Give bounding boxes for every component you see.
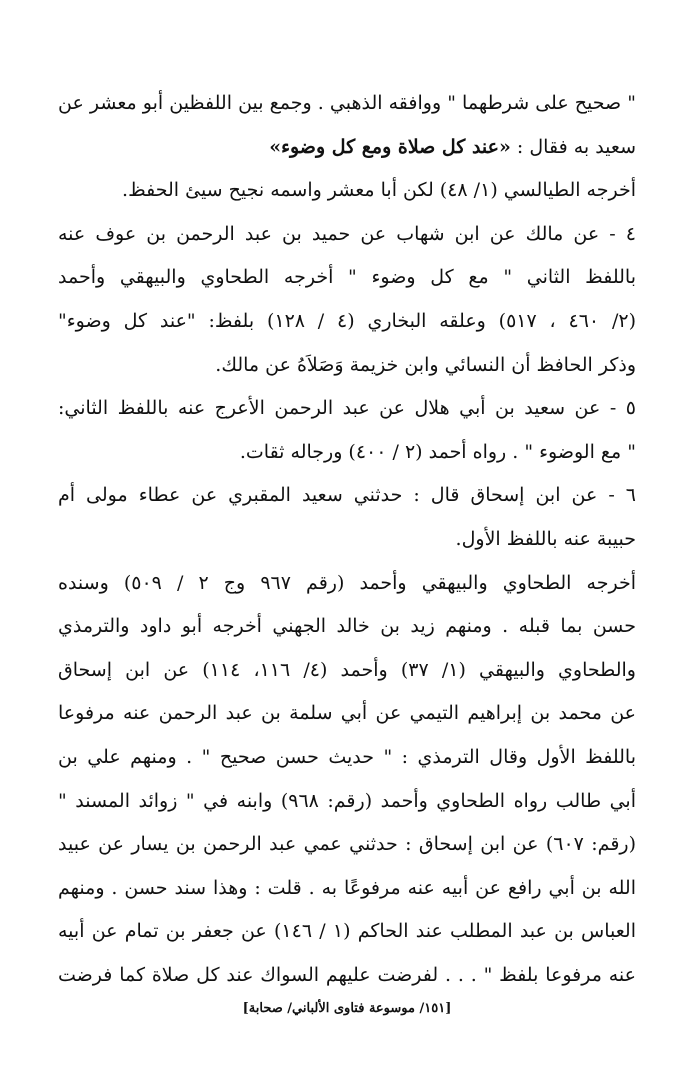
text-line: وذكر الحافظ أن النسائي وابن خزيمة وَصَلاَهُ عن مالك.	[215, 353, 636, 376]
text-line: أخرجه الطحاوي والبيهقي وأحمد (رقم ٩٦٧ وج ٢ / ٥٠٩) وسنده	[58, 571, 636, 594]
text-line: (رقم: ٦٠٧) عن ابن إسحاق : حدثني عمي عبد الرحمن بن يسار عن عبيد	[58, 833, 636, 856]
text-line: الله بن أبي رافع عن أبيه عنه مرفوعًا به . قلت : وهذا سند حسن . ومنهم	[58, 876, 636, 899]
text-line: باللفظ الثاني " مع كل وضوء " أخرجه الطحاوي والبيهقي وأحمد	[58, 266, 636, 289]
text-line: (٢/ ٤٦٠ ، ٥١٧) وعلقه البخاري (٤ / ١٢٨) بلفظ: "عند كل وضوء"	[58, 309, 636, 332]
text-line-lead: سعيد به فقال :	[516, 135, 636, 158]
text-line: " صحيح على شرطهما " ووافقه الذهبي . وجمع بين اللفظين أبو معشر عن	[58, 92, 636, 114]
text-line: ٤ - عن مالك عن ابن شهاب عن حميد بن عبد الرحمن بن عوف عنه	[58, 222, 636, 245]
page-footer: [١٥١/ موسوعة فتاوى الألباني/ صحابة]	[242, 1001, 452, 1016]
text-line	[58, 126, 636, 170]
text-line: باللفظ الأول وقال الترمذي : " حديث حسن صحيح " . ومنهم علي بن	[58, 745, 636, 768]
text-line: عنه مرفوعا بلفظ " . . . لفرضت عليهم السواك عند كل صلاة كما فرضت	[58, 963, 636, 986]
text-line: أبي طالب رواه الطحاوي وأحمد (رقم: ٩٦٨) وابنه في " زوائد المسند "	[58, 789, 636, 812]
text-line: والطحاوي والبيهقي (١/ ٣٧) وأحمد (٤/ ١١٦، ١١٤) عن ابن إسحاق	[58, 658, 636, 681]
text-line: حسن بما قبله . ومنهم زيد بن خالد الجهني أخرجه أبو داود والترمذي	[58, 615, 636, 638]
text-line: " مع الوضوء " . رواه أحمد (٢ / ٤٠٠) ورجاله ثقات.	[239, 440, 636, 463]
text-line: العباس بن عبد المطلب عند الحاكم (١ / ١٤٦) عن جعفر بن تمام عن أبيه	[58, 920, 636, 943]
text-line: ٦ - عن ابن إسحاق قال : حدثني سعيد المقبري عن عطاء مولى أم	[58, 484, 636, 507]
text-line: عن محمد بن إبراهيم التيمي عن أبي سلمة بن عبد الرحمن عنه مرفوعا	[58, 702, 636, 725]
text-line: ٥ - عن سعيد بن أبي هلال عن عبد الرحمن الأعرج عنه باللفظ الثاني:	[58, 397, 636, 420]
bold-quotation: «عند كل صلاة ومع كل وضوء»	[269, 135, 511, 158]
text-line: حبيبة عنه باللفظ الأول.	[455, 527, 636, 550]
body-text	[58, 82, 636, 997]
text-line: أخرجه الطيالسي (١/ ٤٨) لكن أبا معشر واسمه نجيح سيئ الحفظ.	[122, 179, 636, 202]
